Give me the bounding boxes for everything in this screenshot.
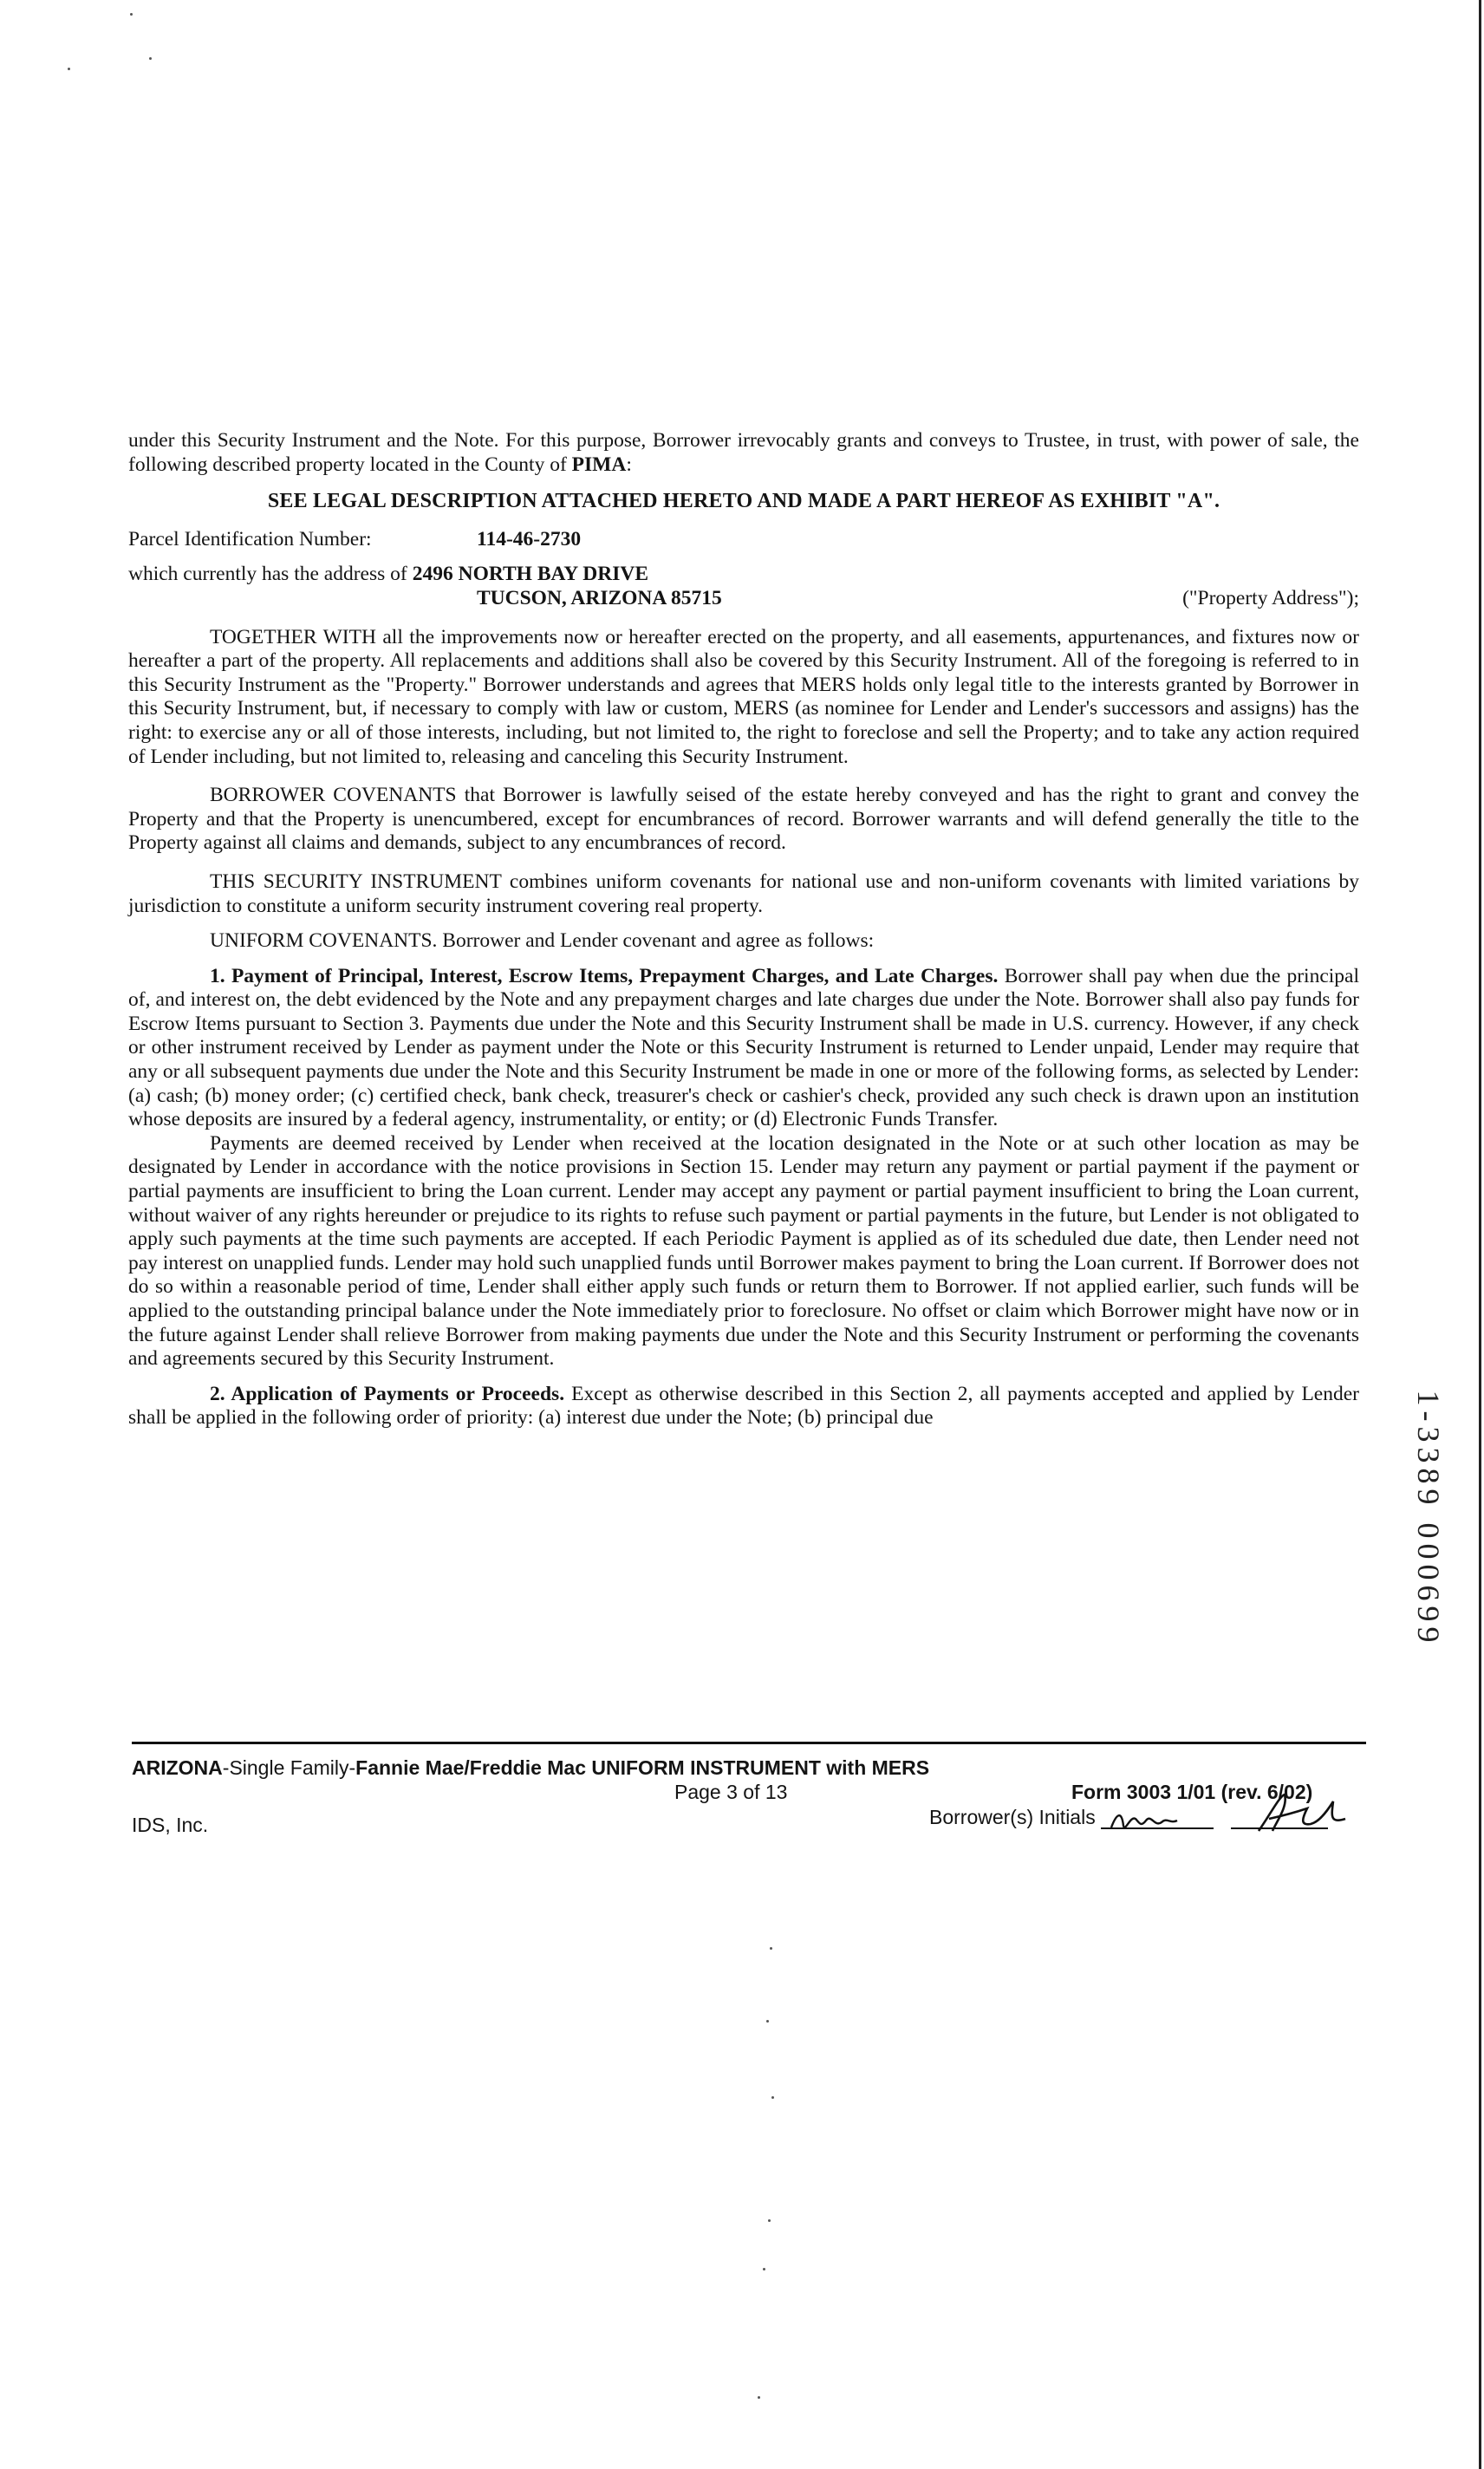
scan-speck bbox=[149, 57, 152, 60]
intro-paragraph bbox=[128, 429, 1359, 477]
initials-signature-2-icon bbox=[1250, 1789, 1363, 1838]
initials-label: Borrower(s) Initials bbox=[929, 1806, 1096, 1828]
footer-divider bbox=[132, 1742, 1366, 1744]
scan-speck bbox=[768, 2219, 771, 2222]
scan-speck bbox=[766, 2020, 769, 2023]
section-2-paragraph bbox=[128, 1383, 1359, 1430]
form-desc-bold: Fannie Mae/Freddie Mac UNIFORM INSTRUMENT with MERS bbox=[355, 1756, 930, 1779]
parcel-row bbox=[128, 528, 1359, 552]
scan-speck bbox=[771, 2096, 774, 2099]
security-instrument-paragraph: THIS SECURITY INSTRUMENT combines uniform covenants for national use and non-uniform covenants with limited variations by jurisdiction to constitute a uniform security instrument covering real property. bbox=[128, 870, 1359, 917]
scan-speck bbox=[763, 2268, 765, 2270]
scan-speck bbox=[68, 68, 70, 70]
section-1-paragraph bbox=[128, 965, 1359, 1132]
together-paragraph: TOGETHER WITH all the improvements now or hereafter erected on the property, and all easements, appurtenances, and fixtures now or hereafter a part of the property. All replacements and additions shall also be covered by this Security Instrument. All of the foregoing is referred to in this Security Instrument as the "Property." Borrower understands and agrees that MERS holds only legal title to the interests granted by Borrower in this Security Instrument, but, if necessary to comply with law or custom, MERS (as nominee for Lender and Lender's successors and assigns) has the right: to exercise any or all of those interests, including, but not limited to, the right to foreclose and sell the Property; and to take any action required of Lender including, but not limited to, releasing and canceling this Security Instrument. bbox=[128, 625, 1359, 768]
document-stamp-number bbox=[1409, 1390, 1448, 1648]
parcel-label: Parcel Identification Number: bbox=[128, 527, 372, 550]
section-2-text: Except as otherwise described in this Section 2, all payments accepted and applied by Lender shall be applied in the following order of priority: (a) interest due under the Note; (b) principal due bbox=[128, 1382, 1359, 1430]
form-desc-mid: -Single Family- bbox=[222, 1756, 356, 1779]
county-name: PIMA bbox=[571, 453, 627, 476]
parcel-number: 114-46-2730 bbox=[477, 527, 582, 550]
form-number: Form 3003 1/01 (rev. 6/02) bbox=[1071, 1781, 1313, 1803]
uniform-covenants-paragraph: UNIFORM COVENANTS. Borrower and Lender covenant and agree as follows: bbox=[210, 929, 875, 953]
form-state: ARIZONA bbox=[132, 1756, 223, 1779]
section-1-heading: 1. Payment of Principal, Interest, Escrow Items, Prepayment Charges, and Late Charges. bbox=[210, 964, 999, 987]
section-1-text: Borrower shall pay when due the principal of, and interest on, the debt evidenced by the Note and any prepayment charges and late charges due under the Note. Borrower shall also pay funds for Escrow Items pursuant to Section 3. Payments due under the Note and this Security Instrument shall be made in U.S. currency. However, if any check or other instrument received by Lender as payment under the Note or this Security Instrument is returned to Lender unpaid, Lender may require that any or all subsequent payments due under the Note and this Security Instrument be made in one or more of the following forms, as selected by Lender: (a) cash; (b) money order; (c) certified check, bank check, treasurer's check or cashier's check, provided any such check is drawn upon an institution whose deposits are insured by a federal agency, instrumentality, or entity; or (d) Electronic Funds Transfer. bbox=[128, 964, 1359, 1131]
address-line2: TUCSON, ARIZONA 85715 bbox=[477, 586, 722, 609]
page-number: Page 3 of 13 bbox=[674, 1781, 788, 1803]
address-row bbox=[128, 563, 1359, 587]
intro-end: : bbox=[626, 453, 632, 476]
address-row-2 bbox=[128, 587, 1359, 611]
payments-deemed-paragraph: Payments are deemed received by Lender when received at the location designated in the Note or at such other location as may be designated by Lender in accordance with the notice provisions in Section 15. Lender may return any payment or partial payment if the payment or partial payments are insufficient to bring the Loan current. Lender may accept any payment or partial payment insufficient to bring the Loan current, without waiver of any rights hereunder or prejudice to its rights to refuse such payment or partial payments in the future, but Lender is not obligated to apply such payments at the time such payments are accepted. If each Periodic Payment is applied as of its scheduled due date, then Lender need not pay interest on unapplied funds. Lender may hold such unapplied funds until Borrower makes payment to bring the Loan current. If Borrower does not do so within a reasonable period of time, Lender shall either apply such funds or return them to Borrower. If not applied earlier, such funds will be applied to the outstanding principal balance under the Note immediately prior to foreclosure. No offset or claim which Borrower might have now or in the future against Lender shall relieve Borrower from making payments due under the Note and this Security Instrument or performing the covenants and agreements secured by this Security Instrument. bbox=[128, 1131, 1359, 1371]
initials-signature-1-icon bbox=[1106, 1801, 1210, 1840]
document-body bbox=[128, 429, 1359, 1430]
scan-speck bbox=[770, 1947, 772, 1950]
scan-speck bbox=[758, 2396, 760, 2399]
property-address-label: ("Property Address"); bbox=[1182, 586, 1359, 609]
publisher: IDS, Inc. bbox=[132, 1814, 209, 1836]
address-line1: 2496 NORTH BAY DRIVE bbox=[412, 563, 649, 586]
address-label: which currently has the address of bbox=[128, 563, 407, 586]
scan-speck bbox=[130, 13, 133, 16]
form-description bbox=[132, 1756, 929, 1780]
legal-description-heading: SEE LEGAL DESCRIPTION ATTACHED HERETO AND MADE A PART HEREOF AS EXHIBIT "A". bbox=[267, 490, 1220, 513]
section-2-heading: 2. Application of Payments or Proceeds. bbox=[210, 1382, 565, 1405]
page-edge bbox=[1479, 0, 1481, 2469]
intro-text: under this Security Instrument and the Note. For this purpose, Borrower irrevocably grants and conveys to Trustee, in trust, with power of sale, the following described property located in the County of bbox=[128, 429, 1359, 476]
stamp-text: 1-3389 000699 bbox=[1411, 1390, 1446, 1648]
borrower-covenants-paragraph: BORROWER COVENANTS that Borrower is lawfully seised of the estate hereby conveyed and has the right to grant and convey the Property and that the Property is unencumbered, except for encumbrances of record. Borrower warrants and will defend generally the title to the Property against all claims and demands, subject to any encumbrances of record. bbox=[128, 784, 1359, 855]
